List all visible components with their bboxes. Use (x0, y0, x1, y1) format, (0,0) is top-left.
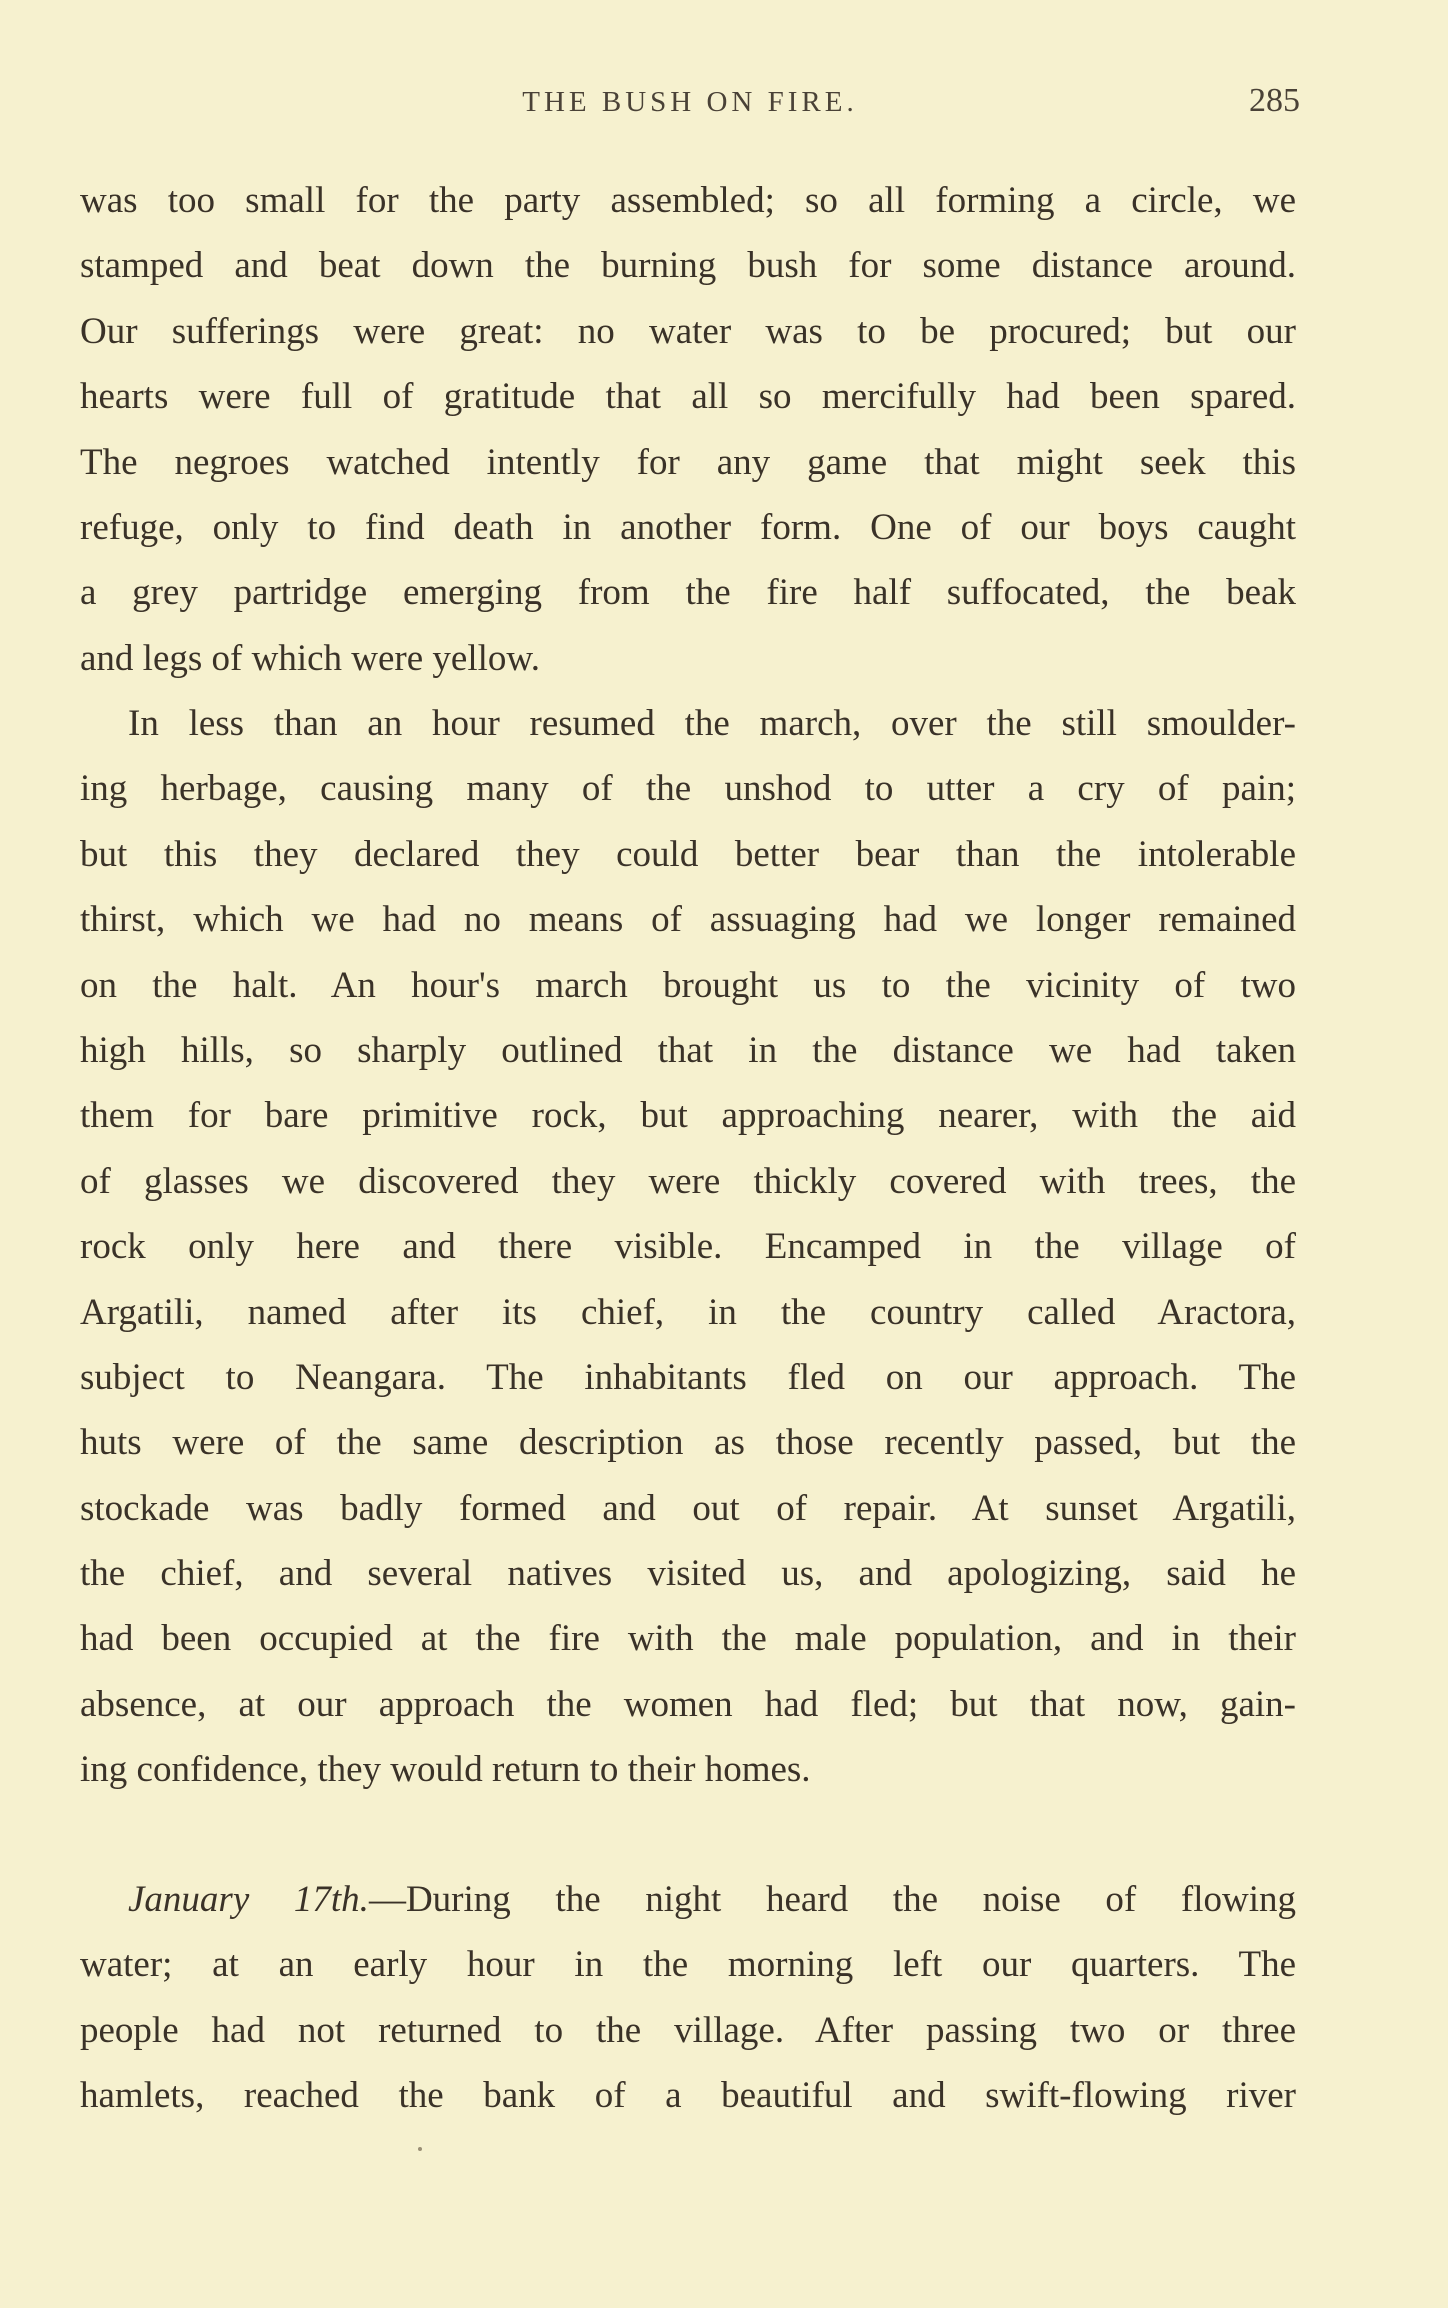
text-line (80, 1867, 1296, 1932)
paragraph-2 (80, 691, 1296, 1803)
text-line: absence, at our approach the women had fled; but that now, gain- (80, 1683, 1296, 1725)
paper-speck (418, 2147, 422, 2151)
text-line: huts were of the same description as those recently passed, but the (80, 1422, 1296, 1464)
text-line: The negroes watched intently for any game that might seek this (80, 441, 1296, 483)
text-line: hearts were full of gratitude that all so mercifully had been spared. (80, 376, 1296, 418)
text-line: stockade was badly formed and out of repair. At sunset Argatili, (80, 1487, 1296, 1529)
text-line: stamped and beat down the burning bush for some distance around. (80, 245, 1296, 287)
text-line: water; at an early hour in the morning left our quarters. The (80, 1944, 1296, 1986)
text-line: ing confidence, they would return to their homes. (80, 1749, 811, 1791)
text-line: of glasses we discovered they were thickly covered with trees, the (80, 1160, 1296, 1202)
text-line: rock only here and there visible. Encamped in the village of (80, 1226, 1296, 1268)
page-number: 285 (1249, 82, 1300, 119)
paragraph-3 (80, 1867, 1296, 2129)
text-line: high hills, so sharply outlined that in the distance we had taken (80, 1029, 1296, 1071)
entry-date: January 17th. (128, 1879, 369, 1920)
text-line: and legs of which were yellow. (80, 637, 540, 679)
text-line: had been occupied at the fire with the male population, and in their (80, 1618, 1296, 1660)
text-line: but this they declared they could better bear than the intolerable (80, 833, 1296, 875)
text-line: them for bare primitive rock, but approaching nearer, with the aid (80, 1095, 1296, 1137)
running-head (80, 80, 1300, 130)
text-line: refuge, only to find death in another form. One of our boys caught (80, 506, 1296, 548)
text-line: In less than an hour resumed the march, over the still smoulder- (128, 703, 1296, 744)
running-title: THE BUSH ON FIRE. (522, 86, 858, 118)
text-line: people had not returned to the village. After passing two or three (80, 2009, 1296, 2051)
text-line: was too small for the party assembled; so all forming a circle, we (80, 180, 1296, 221)
text-line: Argatili, named after its chief, in the country called Aractora, (80, 1291, 1296, 1333)
text-line: ing herbage, causing many of the unshod to utter a cry of pain; (80, 768, 1296, 810)
text-span: —During the night heard the noise of flowing (368, 1879, 1296, 1920)
text-line: on the halt. An hour's march brought us to the vicinity of two (80, 964, 1296, 1006)
text-line: a grey partridge emerging from the fire half suffocated, the beak (80, 572, 1296, 614)
text-line: thirst, which we had no means of assuaging had we longer remained (80, 899, 1296, 941)
text-line: hamlets, reached the bank of a beautiful and swift-flowing river (80, 2075, 1296, 2117)
paragraph-1 (80, 168, 1296, 691)
text-line: Our sufferings were great: no water was to be procured; but our (80, 310, 1296, 352)
text-line: subject to Neangara. The inhabitants fled on our approach. The (80, 1356, 1296, 1398)
text-line: the chief, and several natives visited us, and apologizing, said he (80, 1553, 1296, 1595)
